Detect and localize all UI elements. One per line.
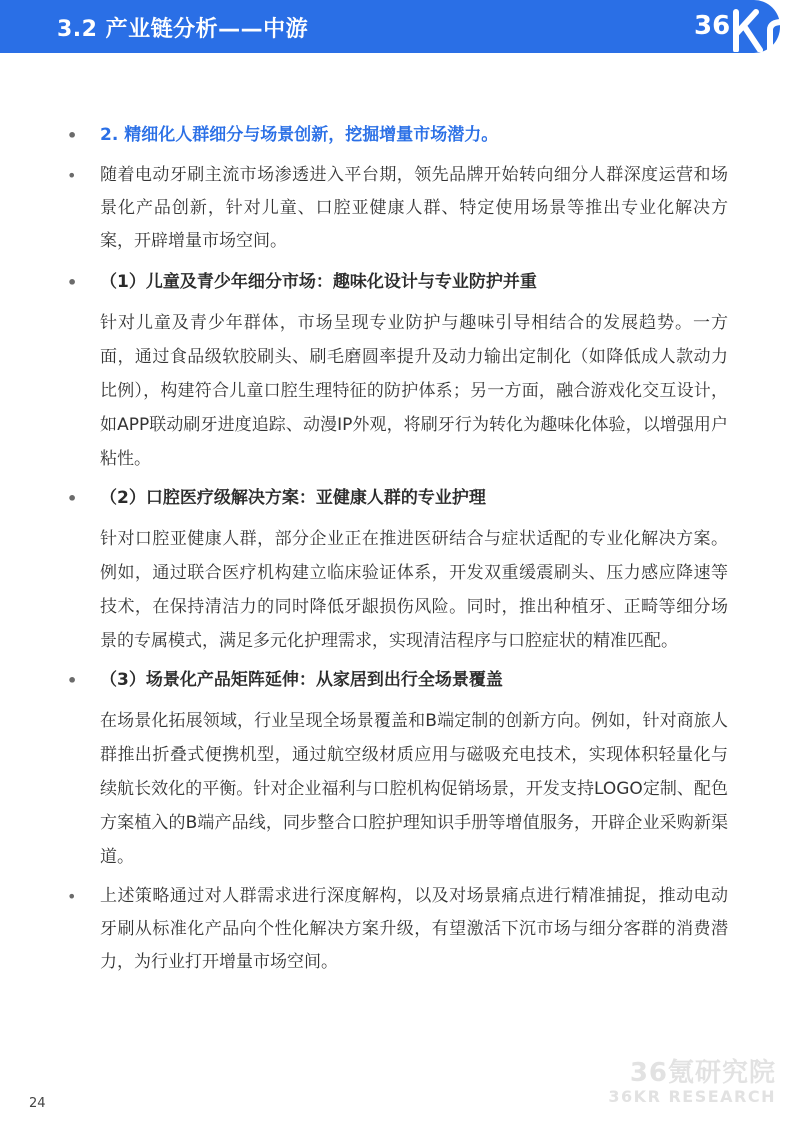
logo-36-text: 36 [694,11,731,41]
logo-r-mark [770,22,782,50]
conclusion-text: 上述策略通过对人群需求进行深度解构，以及对场景痛点进行精准捕捉，推动电动牙刷从标准化产品向个性化解决方案升级，有望激活下沉市场与细分客群的消费潜力，为行业打开增量市场空间。 [100,886,728,972]
bullet-icon: • [67,671,78,690]
subsection-1-text: 针对儿童及青少年群体，市场呈现专业防护与趣味引导相结合的发展趋势。一方面，通过食品级软胶刷头、刷毛磨圆率提升及动力输出定制化（如降低成人款动力比例），构建符合儿童口腔生理特征的防护体系；另一方面，融合游戏化交互设计，如APP联动刷牙进度追踪、动漫IP外观，将刷牙行为转化为趣味化体验，以增强用户粘性。 [100,313,728,469]
36kr-logo [690,4,794,52]
main-content [67,119,728,979]
watermark [608,1058,776,1106]
header-bar [0,0,780,53]
subsection-1-title-text: （1）儿童及青少年细分市场：趣味化设计与专业防护并重 [100,272,537,292]
subsection-1-title [67,266,728,299]
intro-text: 随着电动牙刷主流市场渗透进入平台期，领先品牌开始转向细分人群深度运营和场景化产品创新，针对儿童、口腔亚健康人群、特定使用场景等推出专业化解决方案，开辟增量市场空间。 [100,165,728,251]
subsection-3-text: 在场景化拓展领域，行业呈现全场景覆盖和B端定制的创新方向。例如，针对商旅人群推出折叠式便携机型，通过航空级材质应用与磁吸充电技术，实现体积轻量化与续航长效化的平衡。针对企业福利与口腔机构促销场景，开发支持LOGO定制、配色方案植入的B端产品线，同步整合口腔护理知识手册等增值服务，开辟企业采购新渠道。 [100,711,728,867]
conclusion-paragraph [67,880,728,979]
subsection-2-title-text: （2）口腔医疗级解决方案：亚健康人群的专业护理 [100,488,486,508]
bullet-icon: • [67,166,77,185]
bullet-icon: • [67,273,78,292]
subsection-3-title-text: （3）场景化产品矩阵延伸：从家居到出行全场景覆盖 [100,670,503,690]
intro-paragraph [67,159,728,258]
logo-k-mark [736,12,760,50]
subsection-2-text: 针对口腔亚健康人群，部分企业正在推进医研结合与症状适配的专业化解决方案。例如，通过联合医疗机构建立临床验证体系，开发双重缓震刷头、压力感应降速等技术，在保持清洁力的同时降低牙龈损伤风险。同时，推出种植牙、正畸等细分场景的专属模式，满足多元化护理需求，实现清洁程序与口腔症状的精准匹配。 [100,529,728,651]
page-number: 24 [29,1096,46,1111]
page-title: 3.2 产业链分析——中游 [57,17,309,42]
section-heading-text: 2. 精细化人群细分与场景创新，挖掘增量市场潜力。 [100,125,499,145]
bullet-icon: • [67,126,78,145]
bullet-icon: • [67,489,78,508]
section-heading [67,119,728,152]
subsection-3-title [67,664,728,697]
watermark-line-2: 36KR RESEARCH [608,1087,776,1106]
subsection-2-title [67,482,728,515]
bullet-icon: • [67,887,77,906]
watermark-line-1: 36氪研究院 [629,1058,776,1088]
